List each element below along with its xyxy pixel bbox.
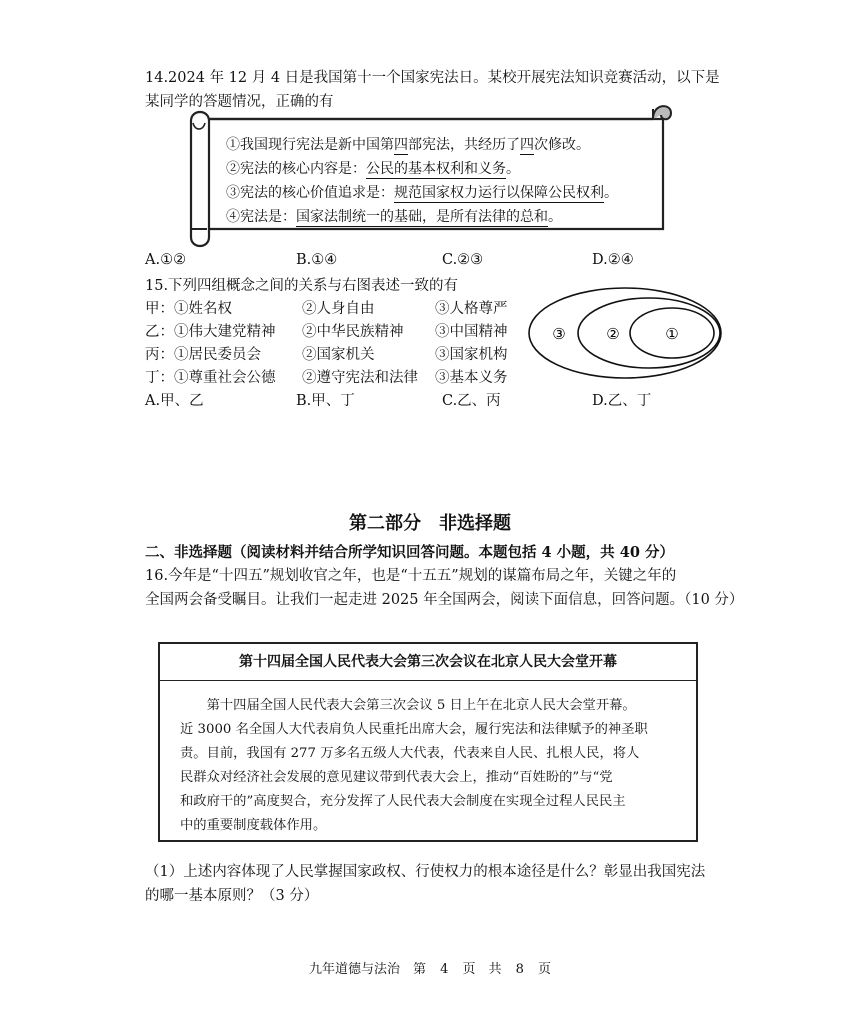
q15-option-d[interactable]: D.乙、丁: [592, 393, 652, 409]
nested-ellipse-diagram: [525, 285, 725, 385]
q15-option-c[interactable]: C.乙、丙: [442, 393, 501, 409]
q14-stem-line2: 某同学的答题情况，正确的有: [145, 94, 334, 110]
news-title: 第十四届全国人民代表大会第三次会议在北京人民大会堂开幕: [160, 644, 696, 681]
q16-stem-line1: 16.今年是“十四五”规划收官之年，也是“十五五”规划的谋篇布局之年，关键之年的: [145, 568, 677, 584]
q14-item2-prefix: ②宪法的核心内容是：: [226, 161, 366, 177]
news-box: [158, 642, 698, 842]
news-line-1: 第十四届全国人民代表大会第三次会议 5 日上午在北京人民大会堂开幕。: [180, 698, 636, 713]
part2-title: 第二部分 非选择题: [349, 513, 511, 534]
q16-sub1-line2: 的哪一基本原则？（3 分）: [145, 888, 319, 904]
diagram-label-2: ②: [606, 325, 620, 343]
q14-item2-u1: 公民的基本权利和义务: [366, 161, 506, 177]
q14-option-b[interactable]: B.①④: [296, 252, 338, 268]
q14-item-4: [226, 206, 562, 226]
news-line-3: 责。目前，我国有 277 万多名五级人大代表，代表来自人民、扎根人民，将人: [180, 746, 640, 761]
q14-option-c[interactable]: C.②③: [442, 252, 484, 268]
diagram-label-3: ③: [552, 325, 566, 343]
q15-row-ding-c2: ②遵守宪法和法律: [302, 370, 418, 386]
q14-item3-u1: 规范国家权力运行以保障公民权利: [394, 185, 604, 201]
q16-stem-line2: 全国两会备受瞩目。让我们一起走进 2025 年全国两会，阅读下面信息，回答问题。（10 分）: [145, 592, 744, 608]
q15-stem: 15.下列四组概念之间的关系与右图表述一致的有: [145, 278, 459, 294]
q14-item1-mid: 部宪法，共经历了: [408, 137, 520, 153]
page-footer: 九年道德与法治 第 4 页 共 8 页: [308, 962, 552, 977]
q14-item1-u2: 四: [520, 137, 534, 153]
news-line-4: 民群众对经济社会发展的意见建议带到代表大会上，推动“百姓盼的”与“党: [180, 770, 613, 785]
q15-row-jia-label: 甲：①姓名权: [145, 301, 232, 317]
news-line-5: 和政府干的”高度契合，充分发挥了人民代表大会制度在实现全过程人民民主: [180, 794, 626, 809]
q15-row-jia-c2: ②人身自由: [302, 301, 375, 317]
q15-row-bing-c2: ②国家机关: [302, 347, 375, 363]
q14-item4-prefix: ④宪法是：: [226, 209, 296, 225]
q15-row-jia-c3: ③人格尊严: [435, 301, 508, 317]
q14-item4-suffix: 。: [548, 209, 562, 225]
q14-option-a[interactable]: A.①②: [145, 252, 187, 268]
news-line-6: 中的重要制度载体作用。: [180, 818, 327, 833]
q15-row-yi-c2: ②中华民族精神: [302, 324, 404, 340]
q14-item4-u1: 国家法制统一的基础，是所有法律的总和: [296, 209, 548, 225]
ellipse-middle: [578, 298, 720, 368]
q16-sub1-line1: （1）上述内容体现了人民掌握国家政权、行使权力的根本途径是什么？彰显出我国宪法: [145, 864, 706, 880]
q15-row-bing-c3: ③国家机构: [435, 347, 508, 363]
q15-row-ding-c3: ③基本义务: [435, 370, 508, 386]
q14-item3-suffix: 。: [604, 185, 618, 201]
q14-item-3: [226, 182, 618, 202]
q14-option-d[interactable]: D.②④: [592, 252, 634, 268]
q14-item-1: [226, 134, 590, 154]
diagram-label-1: ①: [665, 325, 679, 343]
q14-item-2: [226, 158, 520, 178]
q15-row-yi-label: 乙：①伟大建党精神: [145, 324, 276, 340]
q15-row-yi-c3: ③中国精神: [435, 324, 508, 340]
q14-item3-prefix: ③宪法的核心价值追求是：: [226, 185, 394, 201]
q15-row-ding-label: 丁：①尊重社会公德: [145, 370, 276, 386]
q14-item1-prefix: ①我国现行宪法是新中国第: [226, 137, 394, 153]
news-line-2: 近 3000 名全国人大代表肩负人民重托出席大会，履行宪法和法律赋予的神圣职: [180, 722, 648, 737]
q15-option-b[interactable]: B.甲、丁: [296, 393, 355, 409]
q15-option-a[interactable]: A.甲、乙: [145, 393, 204, 409]
q15-row-bing-label: 丙：①居民委员会: [145, 347, 261, 363]
q14-stem-line1: 14.2024 年 12 月 4 日是我国第十一个国家宪法日。某校开展宪法知识竞赛活动，以下是: [145, 70, 720, 86]
q14-item2-suffix: 。: [506, 161, 520, 177]
q14-item1-suffix: 次修改。: [534, 137, 590, 153]
part2-instruction: 二、非选择题（阅读材料并结合所学知识回答问题。本题包括 4 小题，共 40 分）: [145, 544, 674, 561]
q14-item1-u1: 四: [394, 137, 408, 153]
